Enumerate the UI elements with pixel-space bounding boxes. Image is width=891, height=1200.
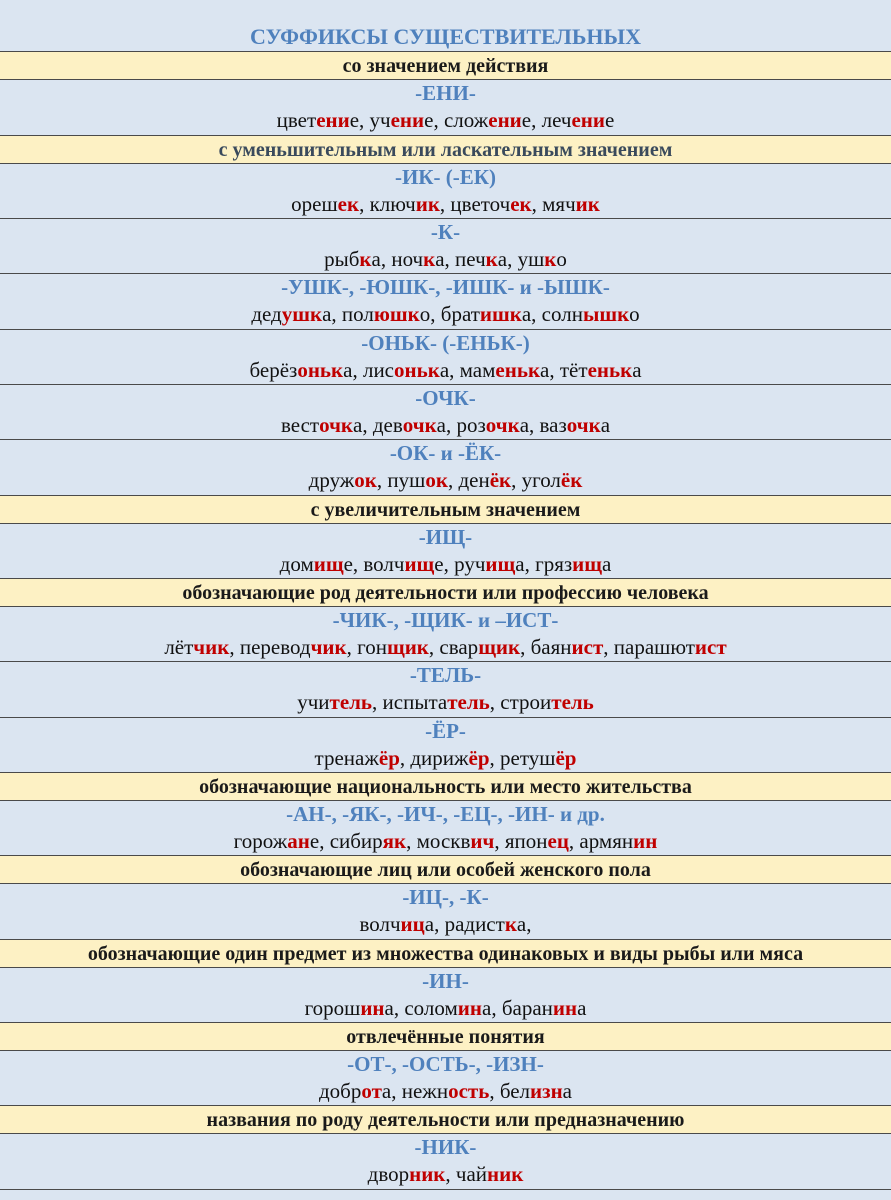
category-header: обозначающие лиц или особей женского пола (0, 856, 891, 884)
example-word: армянин (579, 829, 658, 853)
suffix-highlight: ени (571, 108, 605, 132)
example-word: лечение (541, 108, 615, 132)
example-word: ключик (369, 192, 440, 216)
example-words: доброта, нежность, белизна (319, 1079, 572, 1103)
suffix-highlight: к (485, 247, 498, 271)
suffix-block (0, 524, 891, 579)
example-word: строитель (500, 690, 594, 714)
example-word: москвич (416, 829, 495, 853)
suffix-highlight: очк (566, 413, 601, 437)
suffix-label: -АН-, -ЯК-, -ИЧ-, -ЕЦ-, -ИН- и др. (286, 802, 605, 826)
suffix-block (0, 884, 891, 940)
suffix-highlight: ик (415, 192, 440, 216)
suffix-block (0, 80, 891, 136)
suffix-highlight: ищ (313, 552, 344, 576)
example-word: денёк (458, 468, 512, 492)
suffix-label: -НИК- (414, 1135, 477, 1159)
example-word: волчище (363, 552, 444, 576)
example-word: радистка (444, 912, 527, 936)
suffix-highlight: ищ (404, 552, 435, 576)
example-words: рыбка, ночка, печка, ушко (324, 247, 567, 271)
suffix-highlight: иц (400, 912, 425, 936)
example-word: лётчик (164, 635, 230, 659)
suffix-block (0, 440, 891, 496)
suffix-highlight: ик (575, 192, 600, 216)
suffix-highlight: ин (360, 996, 385, 1020)
category-header: обозначающие национальность или место жительства (0, 773, 891, 801)
suffix-highlight: ец (547, 829, 569, 853)
example-word: сибиряк (329, 829, 407, 853)
suffix-highlight: изн (530, 1079, 563, 1103)
example-word: пушок (387, 468, 448, 492)
suffix-highlight: тель (447, 690, 490, 714)
example-word: ручища (454, 552, 525, 576)
suffix-highlight: ищ (572, 552, 603, 576)
suffix-highlight: ёк (489, 468, 512, 492)
suffix-label: -ИН- (422, 969, 469, 993)
example-words: дружок, пушок, денёк, уголёк (308, 468, 583, 492)
category-header: обозначающие один предмет из множества одинаковых и виды рыбы или мяса (0, 940, 891, 968)
example-word: солнышко (541, 302, 640, 326)
example-word: учение (369, 108, 434, 132)
suffix-label: -УШК-, -ЮШК-, -ИШК- и -ЫШК- (281, 275, 610, 299)
suffix-block (0, 662, 891, 718)
example-words: дворник, чайник (367, 1162, 524, 1186)
example-word: испытатель (382, 690, 490, 714)
suffix-block (0, 607, 891, 662)
suffix-block (0, 274, 891, 330)
suffix-highlight: ени (390, 108, 425, 132)
suffix-highlight: ник (487, 1162, 524, 1186)
example-word: волчица (359, 912, 435, 936)
suffix-highlight: очк (485, 413, 520, 437)
suffix-highlight: к (504, 912, 517, 936)
example-word: дворник (367, 1162, 446, 1186)
suffix-highlight: ин (552, 996, 578, 1020)
suffix-highlight: оньк (394, 358, 440, 382)
example-word: соломина (404, 996, 492, 1020)
example-word: печка (455, 247, 508, 271)
suffix-label: -ОНЬК- (-ЕНЬК-) (361, 331, 530, 355)
suffix-highlight: ек (510, 192, 532, 216)
suffix-highlight: ич (470, 829, 495, 853)
suffix-highlight: еньк (587, 358, 633, 382)
suffix-label: -ИЩ- (418, 525, 473, 549)
suffix-highlight: ость (448, 1079, 490, 1103)
example-word: дирижёр (410, 746, 490, 770)
suffix-highlight: ок (425, 468, 448, 492)
suffix-highlight: ышк (582, 302, 630, 326)
suffix-block (0, 801, 891, 856)
suffix-highlight: юшк (373, 302, 420, 326)
suffix-highlight: щик (478, 635, 521, 659)
example-words: горошина, соломина, баранина (304, 996, 587, 1020)
suffix-highlight: тель (329, 690, 373, 714)
suffix-highlight: ан (287, 829, 310, 853)
suffix-highlight: ищ (485, 552, 516, 576)
suffix-highlight: к (544, 247, 557, 271)
example-words: домище, волчище, ручища, грязища (279, 552, 612, 576)
suffix-highlight: чик (193, 635, 230, 659)
suffix-label: -ОЧК- (415, 386, 476, 410)
example-word: уголёк (521, 468, 583, 492)
suffix-highlight: ени (488, 108, 522, 132)
example-word: цветочек (450, 192, 532, 216)
example-word: ночка (391, 247, 445, 271)
suffix-label: -ТЕЛЬ- (409, 663, 482, 687)
category-header: названия по роду деятельности или предназначению (0, 1106, 891, 1134)
example-word: переводчик (239, 635, 347, 659)
example-word: тренажёр (314, 746, 400, 770)
example-word: ушко (517, 247, 567, 271)
example-word: баянист (530, 635, 604, 659)
example-word: вазочка (539, 413, 611, 437)
suffix-highlight: ист (694, 635, 727, 659)
example-word: доброта (319, 1079, 392, 1103)
example-words: цветение, учение, сложение, лечение (276, 108, 615, 132)
suffix-label: -ЁР- (425, 719, 466, 743)
example-word: ретушёр (500, 746, 577, 770)
example-word: лисонька (362, 358, 450, 382)
example-word: японец (504, 829, 569, 853)
suffix-block (0, 219, 891, 274)
category-header: с уменьшительным или ласкательным значением (0, 136, 891, 164)
suffix-highlight: ин (633, 829, 658, 853)
example-word: мячик (542, 192, 600, 216)
suffix-highlight: тель (551, 690, 594, 714)
suffix-highlight: оньк (297, 358, 344, 382)
example-word: братишка (440, 302, 532, 326)
example-word: орешек (291, 192, 360, 216)
example-word: гонщик (357, 635, 429, 659)
suffix-highlight: ёк (560, 468, 583, 492)
suffix-label: -ОТ-, -ОСТЬ-, -ИЗН- (347, 1052, 544, 1076)
suffix-highlight: ек (337, 192, 360, 216)
suffix-highlight: як (382, 829, 407, 853)
example-words: дедушка, полюшко, братишка, солнышко (251, 302, 640, 326)
example-word: дружок (308, 468, 377, 492)
example-word: цветение (276, 108, 360, 132)
category-header: с увеличительным значением (0, 496, 891, 524)
suffix-label: -ИЦ-, -К- (402, 885, 489, 909)
suffix-highlight: ёр (555, 746, 577, 770)
example-word: сложение (443, 108, 532, 132)
suffix-highlight: от (361, 1079, 382, 1103)
suffix-highlight: ин (457, 996, 482, 1020)
example-word: рыбка (324, 247, 381, 271)
example-words: тренажёр, дирижёр, ретушёр (314, 746, 577, 770)
table-body (0, 52, 891, 1190)
suffix-highlight: щик (386, 635, 429, 659)
suffix-highlight: ени (316, 108, 350, 132)
example-word: сварщик (439, 635, 521, 659)
page-title: СУФФИКСЫ СУЩЕСТВИТЕЛЬНЫХ (0, 0, 891, 52)
example-word: грязища (535, 552, 612, 576)
suffix-highlight: ист (571, 635, 604, 659)
example-word: учитель (297, 690, 373, 714)
suffix-highlight: ушк (281, 302, 323, 326)
example-word: маменька (459, 358, 550, 382)
example-word: горошина (304, 996, 394, 1020)
example-word: горожане (233, 829, 320, 853)
example-words: волчица, радистка, (359, 912, 532, 936)
suffix-block (0, 330, 891, 385)
suffix-block (0, 718, 891, 773)
example-words: горожане, сибиряк, москвич, японец, армянин (233, 829, 658, 853)
example-word: розочка (456, 413, 530, 437)
suffix-block (0, 968, 891, 1023)
suffix-highlight: ишк (479, 302, 522, 326)
example-word: домище (279, 552, 353, 576)
example-word: нежность (401, 1079, 490, 1103)
example-words: лётчик, переводчик, гонщик, сварщик, баянист, парашютист (164, 635, 727, 659)
suffix-highlight: ник (409, 1162, 446, 1186)
example-word: дедушка (251, 302, 332, 326)
suffix-highlight: к (423, 247, 436, 271)
suffix-block (0, 385, 891, 440)
example-word: белизна (499, 1079, 572, 1103)
category-header: со значением действия (0, 52, 891, 80)
example-words: учитель, испытатель, строитель (297, 690, 594, 714)
example-words: весточка, девочка, розочка, вазочка (280, 413, 611, 437)
category-header: обозначающие род деятельности или профессию человека (0, 579, 891, 607)
example-word: берёзонька (249, 358, 353, 382)
suffix-label: -ИК- (-ЕК) (394, 165, 496, 189)
suffix-label: -ЧИК-, -ЩИК- и –ИСТ- (332, 608, 559, 632)
example-words: орешек, ключик, цветочек, мячик (291, 192, 600, 216)
category-header: отвлечённые понятия (0, 1023, 891, 1051)
suffix-highlight: ок (354, 468, 377, 492)
example-word: девочка (372, 413, 446, 437)
suffix-block (0, 164, 891, 219)
suffix-highlight: очк (319, 413, 354, 437)
suffix-label: -ЕНИ- (415, 81, 476, 105)
example-word: баранина (501, 996, 587, 1020)
suffix-label: -ОК- и -ЁК- (389, 441, 502, 465)
suffix-label: -К- (430, 220, 461, 244)
suffix-block (0, 1134, 891, 1190)
example-word: полюшко (341, 302, 431, 326)
suffix-highlight: чик (310, 635, 347, 659)
suffix-highlight: к (359, 247, 372, 271)
example-word: парашютист (613, 635, 727, 659)
suffix-highlight: ёр (378, 746, 400, 770)
example-word: чайник (455, 1162, 524, 1186)
suffix-highlight: очк (402, 413, 437, 437)
example-word: тётенька (559, 358, 642, 382)
suffix-highlight: еньк (495, 358, 541, 382)
suffix-block (0, 1051, 891, 1106)
suffix-highlight: ёр (468, 746, 490, 770)
example-word: весточка (280, 413, 363, 437)
example-words: берёзонька, лисонька, маменька, тётенька (249, 358, 642, 382)
